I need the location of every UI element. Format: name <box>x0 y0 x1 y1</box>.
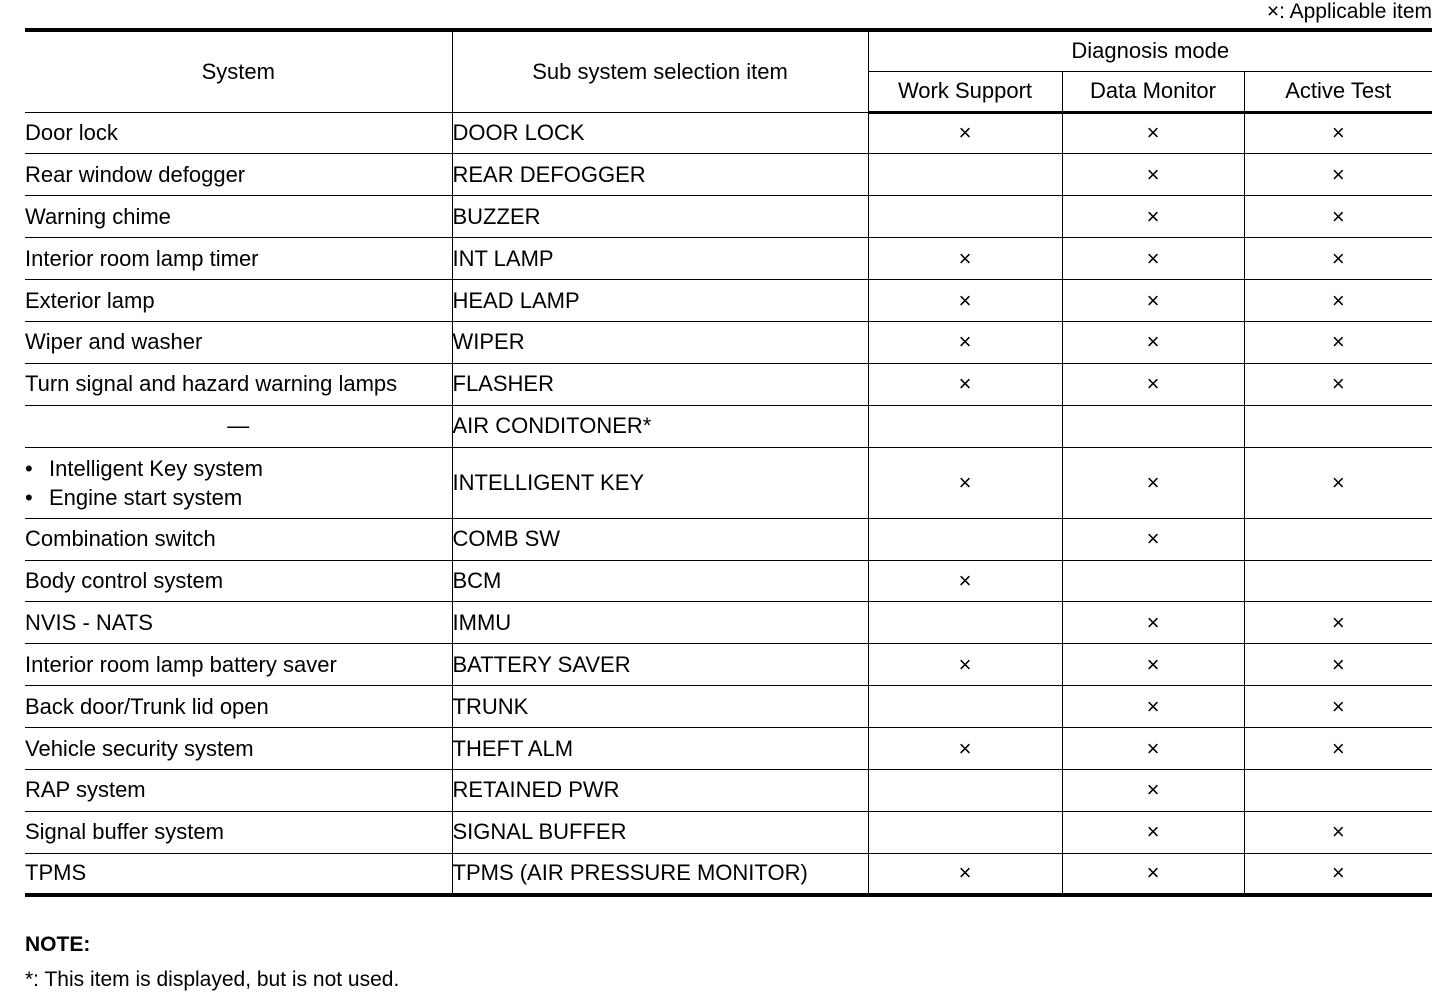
table-row <box>25 644 1432 686</box>
cell-system: Interior room lamp timer <box>25 238 452 280</box>
cell-work-support <box>868 154 1062 196</box>
cell-work-support <box>868 769 1062 811</box>
cell-data-monitor: × <box>1062 853 1244 895</box>
cell-sub-system: COMB SW <box>452 518 868 560</box>
table-row <box>25 238 1432 280</box>
table-row <box>25 602 1432 644</box>
cell-active-test: × <box>1244 321 1432 363</box>
header-system: System <box>25 30 452 112</box>
cell-sub-system: BATTERY SAVER <box>452 644 868 686</box>
table-row <box>25 112 1432 154</box>
cell-sub-system: TPMS (AIR PRESSURE MONITOR) <box>452 853 868 895</box>
cell-work-support <box>868 518 1062 560</box>
cell-data-monitor: × <box>1062 321 1244 363</box>
cell-system: Rear window defogger <box>25 154 452 196</box>
table-row <box>25 560 1432 602</box>
cell-data-monitor: × <box>1062 602 1244 644</box>
cell-sub-system: BCM <box>452 560 868 602</box>
cell-sub-system: HEAD LAMP <box>452 280 868 322</box>
table-row <box>25 686 1432 728</box>
table-body <box>25 112 1432 895</box>
note-text: *: This item is displayed, but is not used. <box>25 968 400 991</box>
cell-system: Door lock <box>25 112 452 154</box>
cell-system: Body control system <box>25 560 452 602</box>
header-sub-system: Sub system selection item <box>452 30 868 112</box>
cell-data-monitor: × <box>1062 280 1244 322</box>
cell-sub-system: TRUNK <box>452 686 868 728</box>
cell-sub-system: WIPER <box>452 321 868 363</box>
table-row <box>25 447 1432 518</box>
system-bullet-item <box>25 483 452 512</box>
table-row <box>25 280 1432 322</box>
cell-active-test: × <box>1244 447 1432 518</box>
cell-work-support: × <box>868 112 1062 154</box>
cell-data-monitor: × <box>1062 447 1244 518</box>
cell-sub-system: DOOR LOCK <box>452 112 868 154</box>
cell-active-test: × <box>1244 196 1432 238</box>
cell-data-monitor: × <box>1062 518 1244 560</box>
legend-applicable-item: ×: Applicable item <box>1266 0 1432 23</box>
table-row <box>25 405 1432 447</box>
cell-sub-system: THEFT ALM <box>452 728 868 770</box>
cell-active-test <box>1244 405 1432 447</box>
table-row <box>25 728 1432 770</box>
cell-work-support <box>868 196 1062 238</box>
cell-sub-system: REAR DEFOGGER <box>452 154 868 196</box>
table-row <box>25 196 1432 238</box>
cell-work-support: × <box>868 560 1062 602</box>
cell-system: — <box>25 405 452 447</box>
cell-active-test <box>1244 560 1432 602</box>
cell-system: Exterior lamp <box>25 280 452 322</box>
cell-active-test: × <box>1244 238 1432 280</box>
cell-work-support <box>868 686 1062 728</box>
cell-active-test: × <box>1244 112 1432 154</box>
cell-system: Turn signal and hazard warning lamps <box>25 363 452 405</box>
note-title: NOTE: <box>25 933 91 956</box>
header-data-monitor: Data Monitor <box>1062 71 1244 112</box>
table-row <box>25 154 1432 196</box>
cell-system: NVIS - NATS <box>25 602 452 644</box>
cell-active-test <box>1244 518 1432 560</box>
cell-system: TPMS <box>25 853 452 895</box>
cell-system: Interior room lamp battery saver <box>25 644 452 686</box>
cell-system: Wiper and washer <box>25 321 452 363</box>
cell-data-monitor: × <box>1062 769 1244 811</box>
table-row <box>25 321 1432 363</box>
bullet-icon: • <box>25 455 33 481</box>
cell-system: Signal buffer system <box>25 811 452 853</box>
cell-active-test: × <box>1244 853 1432 895</box>
cell-work-support <box>868 405 1062 447</box>
cell-work-support: × <box>868 644 1062 686</box>
system-bullet-text: Engine start system <box>49 484 243 510</box>
cell-work-support: × <box>868 363 1062 405</box>
cell-sub-system: RETAINED PWR <box>452 769 868 811</box>
cell-work-support: × <box>868 238 1062 280</box>
header-active-test: Active Test <box>1244 71 1432 112</box>
cell-data-monitor: × <box>1062 686 1244 728</box>
cell-work-support: × <box>868 447 1062 518</box>
system-bullet-text: Intelligent Key system <box>49 455 263 481</box>
cell-active-test: × <box>1244 602 1432 644</box>
table-row <box>25 853 1432 895</box>
cell-system: Back door/Trunk lid open <box>25 686 452 728</box>
cell-data-monitor: × <box>1062 238 1244 280</box>
cell-sub-system: INT LAMP <box>452 238 868 280</box>
cell-system: Combination switch <box>25 518 452 560</box>
cell-data-monitor: × <box>1062 112 1244 154</box>
cell-work-support: × <box>868 321 1062 363</box>
table-row <box>25 363 1432 405</box>
header-diagnosis-mode: Diagnosis mode <box>868 30 1432 71</box>
cell-system <box>25 447 452 518</box>
cell-data-monitor: × <box>1062 196 1244 238</box>
cell-sub-system: AIR CONDITONER* <box>452 405 868 447</box>
cell-sub-system: BUZZER <box>452 196 868 238</box>
cell-sub-system: IMMU <box>452 602 868 644</box>
cell-data-monitor: × <box>1062 363 1244 405</box>
system-bullet-item <box>25 454 452 483</box>
cell-active-test: × <box>1244 644 1432 686</box>
cell-active-test: × <box>1244 280 1432 322</box>
cell-work-support <box>868 811 1062 853</box>
cell-work-support: × <box>868 728 1062 770</box>
cell-sub-system: INTELLIGENT KEY <box>452 447 868 518</box>
table-row <box>25 769 1432 811</box>
cell-active-test: × <box>1244 728 1432 770</box>
cell-sub-system: SIGNAL BUFFER <box>452 811 868 853</box>
cell-data-monitor: × <box>1062 728 1244 770</box>
cell-data-monitor: × <box>1062 811 1244 853</box>
cell-work-support: × <box>868 853 1062 895</box>
header-work-support: Work Support <box>868 71 1062 112</box>
cell-active-test: × <box>1244 811 1432 853</box>
cell-data-monitor <box>1062 405 1244 447</box>
cell-system: Vehicle security system <box>25 728 452 770</box>
diagnosis-mode-table <box>25 28 1432 897</box>
cell-data-monitor: × <box>1062 154 1244 196</box>
cell-data-monitor: × <box>1062 644 1244 686</box>
cell-active-test: × <box>1244 154 1432 196</box>
cell-data-monitor <box>1062 560 1244 602</box>
cell-work-support: × <box>868 280 1062 322</box>
cell-system: RAP system <box>25 769 452 811</box>
cell-active-test <box>1244 769 1432 811</box>
cell-work-support <box>868 602 1062 644</box>
cell-active-test: × <box>1244 363 1432 405</box>
table-row <box>25 518 1432 560</box>
table-row <box>25 811 1432 853</box>
cell-active-test: × <box>1244 686 1432 728</box>
bullet-icon: • <box>25 484 33 510</box>
cell-sub-system: FLASHER <box>452 363 868 405</box>
cell-system: Warning chime <box>25 196 452 238</box>
